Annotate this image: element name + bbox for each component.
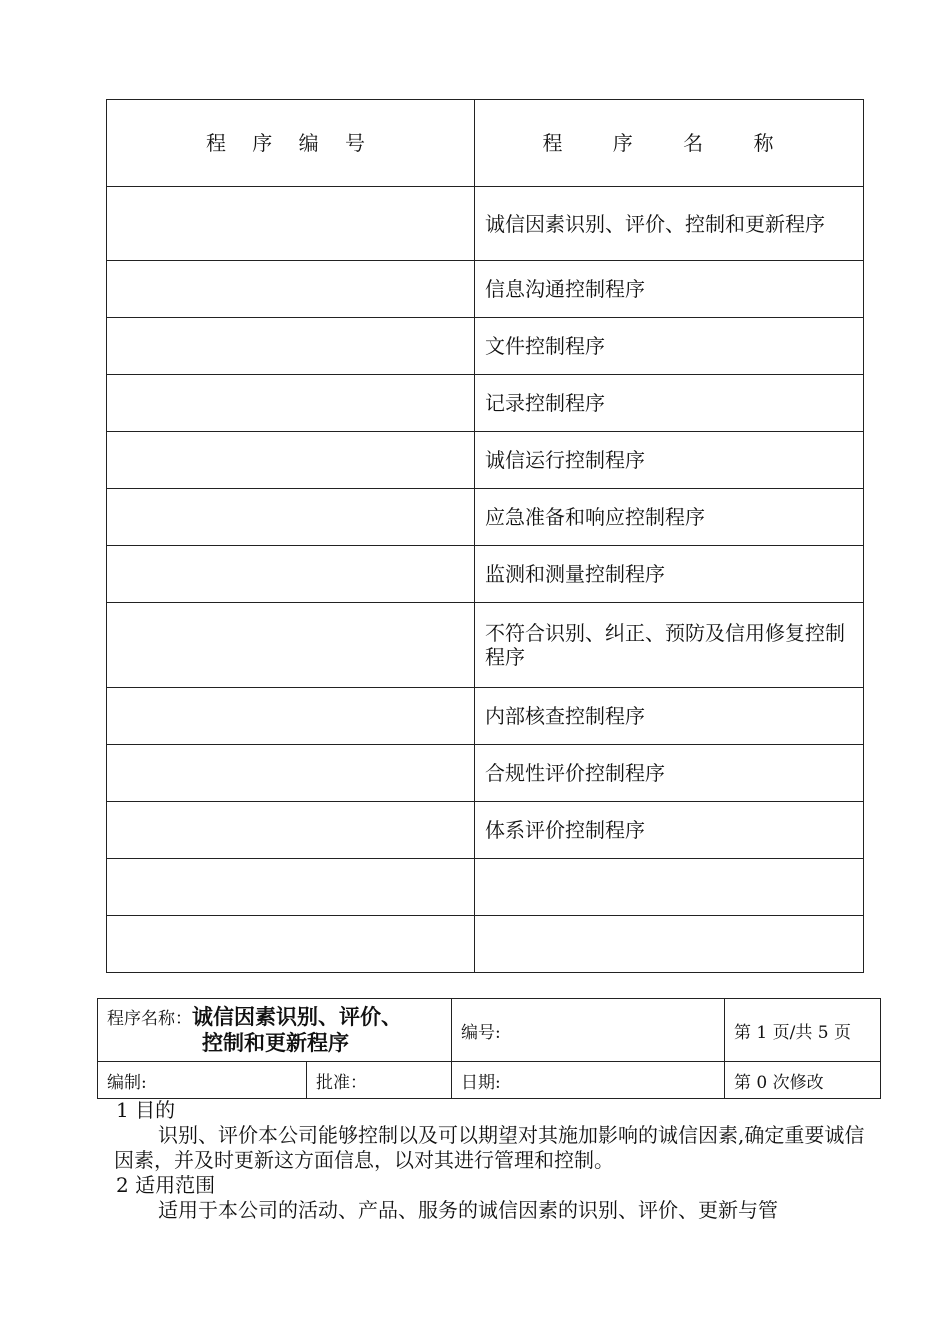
procedure-list-table (106, 99, 864, 973)
program-number-cell (107, 489, 475, 546)
program-name-cell: 诚信因素识别、评价、控制和更新程序 (475, 187, 864, 261)
section-2-title: 2 适用范围 (116, 1173, 216, 1197)
info-row-1 (98, 999, 881, 1062)
program-name-value-line1: 诚信因素识别、评价、 (192, 1004, 402, 1029)
program-number-cell (107, 432, 475, 489)
program-name-cell: 诚信运行控制程序 (475, 432, 864, 489)
table-row (107, 859, 864, 916)
program-number-cell (107, 318, 475, 375)
table-row (107, 546, 864, 603)
document-info-table (97, 998, 881, 1099)
section-1-text: 识别、评价本公司能够控制以及可以期望对其施加影响的诚信因素,确定重要诚信因素，并及时更新这方面信息，以对其进行管理和控制。 (114, 1123, 865, 1172)
header-program-name: 程 序 名 称 (475, 100, 864, 187)
number-field: 编号: (452, 999, 725, 1062)
header-program-number: 程 序 编 号 (107, 100, 475, 187)
table-row (107, 432, 864, 489)
program-number-cell (107, 261, 475, 318)
program-name-field (98, 999, 452, 1062)
program-number-cell (107, 375, 475, 432)
table-header-row (107, 100, 864, 187)
program-name-cell (475, 859, 864, 916)
info-row-2 (98, 1062, 881, 1099)
table-row (107, 489, 864, 546)
program-number-cell (107, 603, 475, 688)
table-row (107, 802, 864, 859)
section-2-text: 适用于本公司的活动、产品、服务的诚信因素的识别、评价、更新与管 (158, 1198, 778, 1222)
section-1-title: 1 目的 (116, 1098, 176, 1122)
program-number-cell (107, 802, 475, 859)
program-number-cell (107, 745, 475, 802)
table-row (107, 688, 864, 745)
program-number-cell (107, 859, 475, 916)
date-field: 日期: (452, 1062, 725, 1099)
table-row (107, 375, 864, 432)
program-name-cell: 内部核查控制程序 (475, 688, 864, 745)
program-name-value-line2: 控制和更新程序 (202, 1030, 349, 1055)
program-number-cell (107, 688, 475, 745)
program-name-cell: 不符合识别、纠正、预防及信用修复控制程序 (475, 603, 864, 688)
table-row (107, 603, 864, 688)
program-number-cell (107, 187, 475, 261)
program-name-cell: 文件控制程序 (475, 318, 864, 375)
table-row (107, 187, 864, 261)
document-body (114, 1098, 866, 1223)
program-name-cell (475, 916, 864, 973)
table-row (107, 916, 864, 973)
program-name-cell: 合规性评价控制程序 (475, 745, 864, 802)
program-name-cell: 监测和测量控制程序 (475, 546, 864, 603)
program-number-cell (107, 916, 475, 973)
approved-by-field: 批准： (307, 1062, 452, 1099)
revision-field: 第 0 次修改 (725, 1062, 881, 1099)
program-name-cell: 应急准备和响应控制程序 (475, 489, 864, 546)
program-name-cell: 信息沟通控制程序 (475, 261, 864, 318)
table-row (107, 745, 864, 802)
program-name-cell: 记录控制程序 (475, 375, 864, 432)
program-name-cell: 体系评价控制程序 (475, 802, 864, 859)
page-info: 第 1 页/共 5 页 (725, 999, 881, 1062)
table-row (107, 261, 864, 318)
compiled-by-field: 编制: (98, 1062, 307, 1099)
program-name-label: 程序名称： (107, 1009, 192, 1029)
program-number-cell (107, 546, 475, 603)
table-row (107, 318, 864, 375)
